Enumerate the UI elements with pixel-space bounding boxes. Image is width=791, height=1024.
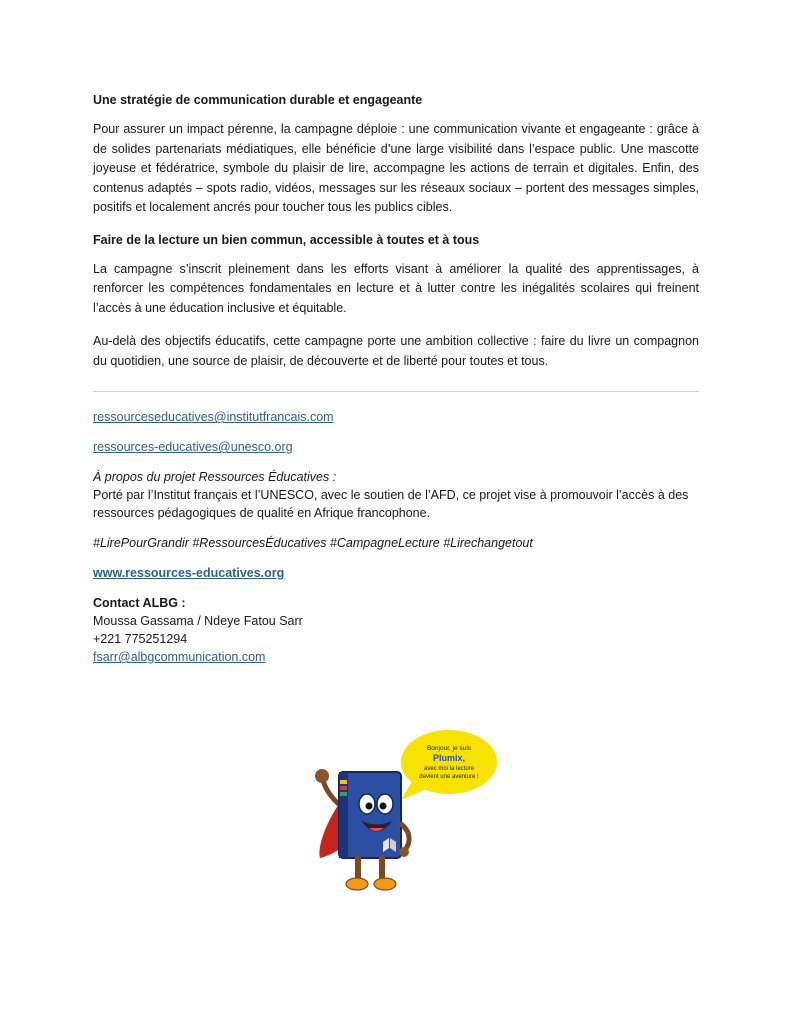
ambition-paragraph: Au-delà des objectifs éducatifs, cette campagne porte une ambition collective : faire du livre un compagnon du quotidien, une source de plaisir, de découverte et de liberté pour toutes et tous. [93, 334, 699, 368]
document-page [93, 92, 699, 678]
albg-contact-names: Moussa Gassama / Ndeye Fatou Sarr [93, 614, 303, 628]
hashtags: #LirePourGrandir #RessourcesÉducatives #CampagneLecture #Lirechangetout [93, 536, 533, 550]
about-title: À propos du projet Ressources Éducatives : [93, 470, 337, 484]
bubble-name: Plumix, [432, 753, 466, 763]
bubble-line3: devient une aventure ! [419, 774, 479, 780]
left-shoe [346, 878, 368, 890]
section-heading-strategy: Une stratégie de communication durable et engageante [93, 93, 423, 107]
book-body [339, 772, 401, 858]
right-shoe [374, 878, 396, 890]
about-text: Porté par l’Institut français et l’UNESCO, avec le soutien de l’AFD, ce projet vise à promouvoir l’accès à des ressources pédagogiques de qualité en Afrique francophone. [93, 488, 689, 520]
plumix-mascot-illustration [305, 728, 505, 898]
website-link[interactable]: www.ressources-educatives.org [93, 566, 285, 580]
section-heading-common-good: Faire de la lecture un bien commun, accessible à toutes et à tous [93, 232, 480, 247]
campaign-paragraph: La campagne s’inscrit pleinement dans les efforts visant à améliorer la qualité des apprentissages, à renforcer les compétences fondamentales en lecture et à lutter contre les inégalités scolaires qui freinent l’accès à une éducation inclusive et équitable. [93, 261, 699, 315]
albg-contact-label: Contact ALBG : [93, 596, 186, 610]
bubble-line2: avec moi la lecture [423, 766, 475, 772]
email-link-unesco[interactable]: ressources-educatives@unesco.org [93, 440, 293, 454]
strategy-paragraph: Pour assurer un impact pérenne, la campagne déploie : une communication vivante et engageante : grâce à de solides partenariats médiatiques, elle bénéficie d’une large visibilité dans l’espace public. Une mascotte joyeuse et fédératrice, symbole du plaisir de lire, accompagne les actions de terrain et digitales. Enfin, des contenus adaptés – spots radio, vidéos, messages sur les réseaux sociaux – portent des messages simples, positifs et localement ancrés pour toucher tous les publics cibles. [93, 122, 699, 214]
waving-hand [315, 769, 329, 783]
bubble-line1: Bonjour, je suis [426, 745, 472, 752]
email-link-institut[interactable]: ressourceseducatives@institutfrancais.com [93, 410, 334, 424]
albg-contact-phone: +221 775251294 [93, 632, 188, 646]
speech-bubble [401, 730, 497, 800]
albg-email-link[interactable]: fsarr@albgcommunication.com [93, 650, 266, 664]
divider [93, 391, 699, 392]
